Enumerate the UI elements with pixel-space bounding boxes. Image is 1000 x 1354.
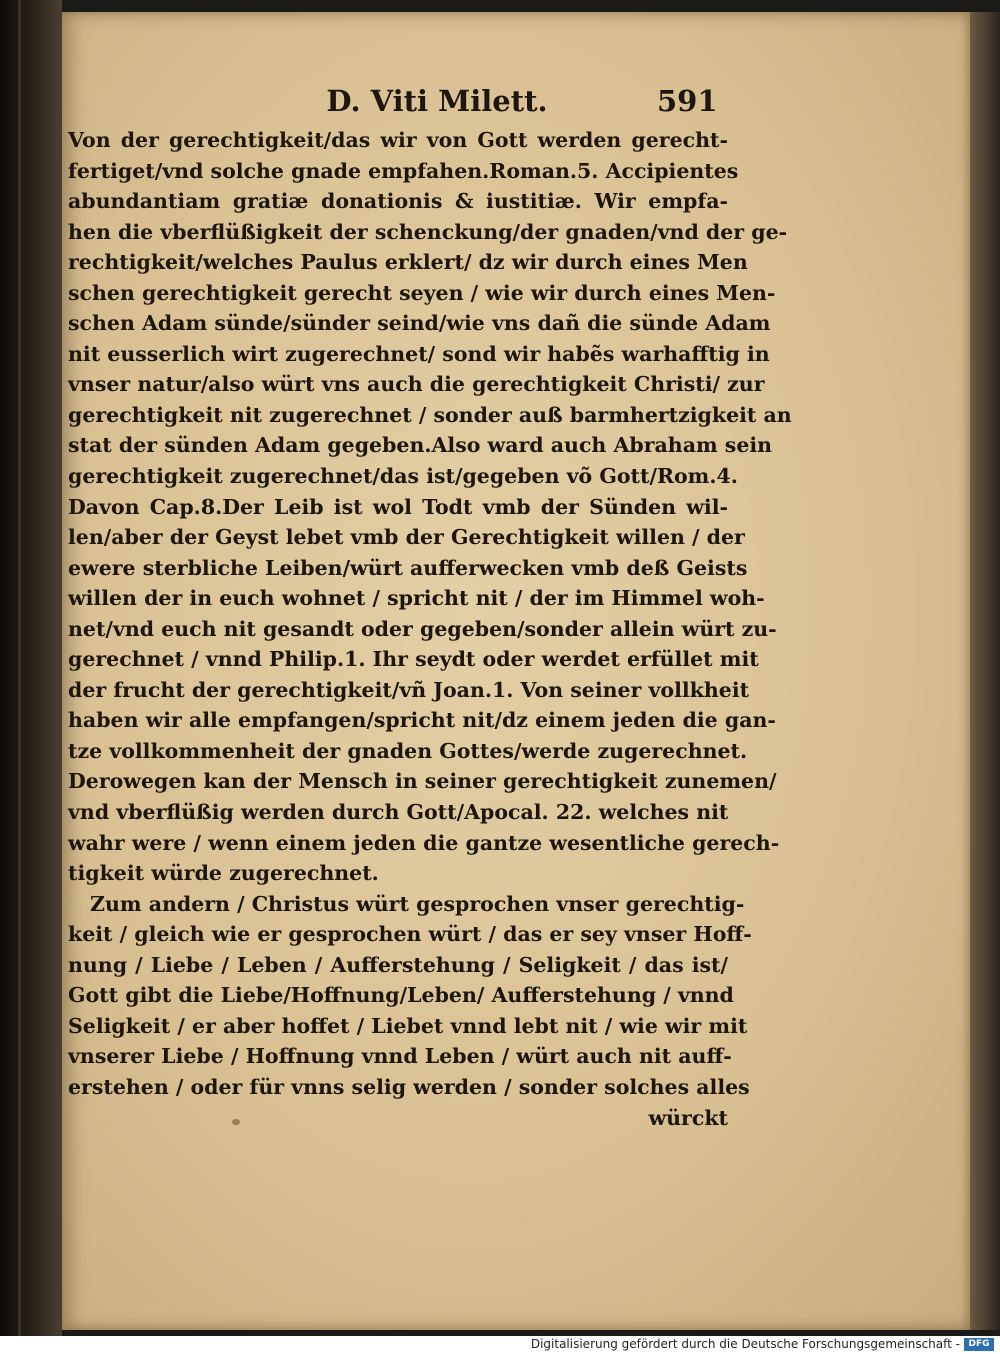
ink-smudge [232,1119,240,1125]
text-line: Von der gerechtigkeit/das wir von Gott werden gerecht- [68,128,728,152]
text-line: ewere sterbliche Leiben/würt aufferwecken vmb deß Geists [68,555,748,580]
text-line: der frucht der gerechtigkeit/vñ Joan.1. Von seiner vollkheit [68,677,750,702]
book-binding [0,0,62,1336]
text-line: gerechtigkeit zugerechnet/das ist/gegeben võ Gott/Rom.4. [68,464,738,489]
text-line: Derowegen kan der Mensch in seiner gerechtigkeit zunemen/ [68,769,777,794]
text-line: Davon Cap.8.Der Leib ist wol Todt vmb der Sünden wil- [68,494,728,519]
catchword: würckt [648,1105,728,1130]
text-line: nung / Liebe / Leben / Aufferstehung / Seligkeit / das ist/ [68,952,728,977]
page-number: 591 [657,84,718,118]
text-line: Seligkeit / er aber hoffet / Liebet vnnd lebt nit / wie wir mit [68,1013,748,1038]
text-line: hen die vberflüßigkeit der schenckung/der gnaden/vnd der ge- [68,219,788,244]
text-line: len/aber der Geyst lebet vmb der Gerechtigkeit willen / der [68,525,745,550]
text-line: vnd vberflüßig werden durch Gott/Apocal. 22. welches nit [68,800,729,825]
text-line: wahr were / wenn einem jeden die gantze wesentliche gerech- [68,830,780,855]
text-line: tigkeit würde zugerechnet. [68,861,379,886]
book-page [62,12,970,1330]
text-line: willen der in euch wohnet / spricht nit / der im Himmel woh- [68,586,765,611]
text-line: Zum andern / Christus würt gesprochen vnser gerechtig- [90,891,745,916]
text-line: schen Adam sünde/sünder seind/wie vns dañ die sünde Adam [68,311,771,336]
text-line: fertiget/vnd solche gnade empfahen.Roman.5. Accipientes [68,158,739,183]
text-line: abundantiam gratiæ donationis & iustitiæ. Wir empfa- [68,189,728,214]
funding-credit: Digitalisierung gefördert durch die Deutsche Forschungsgemeinschaft - [530,1337,960,1351]
text-line: nit eusserlich wirt zugerechnet/ sond wir habẽs warhafftig in [68,341,770,366]
text-line: keit / gleich wie er gesprochen würt / das er sey vnser Hoff- [68,922,752,947]
dfg-logo: DFG [964,1338,994,1351]
text-line: net/vnd euch nit gesandt oder gegeben/sonder allein würt zu- [68,616,777,641]
text-line: stat der sünden Adam gegeben.Also ward auch Abraham sein [68,433,773,458]
page-edge [970,12,1000,1330]
running-title: D. Viti Milett. [326,84,548,118]
text-line: tze vollkommenheit der gnaden Gottes/werde zugerechnet. [68,738,748,763]
text-line: gerechtigkeit nit zugerechnet / sonder auß barmhertzigkeit an [68,402,792,427]
text-line: Gott gibt die Liebe/Hoffnung/Leben/ Aufferstehung / vnnd [68,983,734,1008]
text-line: erstehen / oder für vnns selig werden / sonder solches alles [68,1074,750,1099]
text-line: schen gerechtigkeit gerecht seyen / wie wir durch eines Men- [68,280,776,305]
text-line: vnser natur/also würt vns auch die gerechtigkeit Christi/ zur [68,372,765,397]
text-line: rechtigkeit/welches Paulus erklert/ dz wir durch eines Men [68,250,748,275]
text-block [68,125,792,1133]
text-line: haben wir alle empfangen/spricht nit/dz einem jeden die gan- [68,708,776,733]
digitization-footer [0,1336,1000,1354]
text-line: gerechnet / vnnd Philip.1. Ihr seydt oder werdet erfüllet mit [68,647,759,672]
page-header [62,84,970,128]
text-line: vnserer Liebe / Hoffnung vnnd Leben / würt auch nit auff- [68,1044,732,1069]
